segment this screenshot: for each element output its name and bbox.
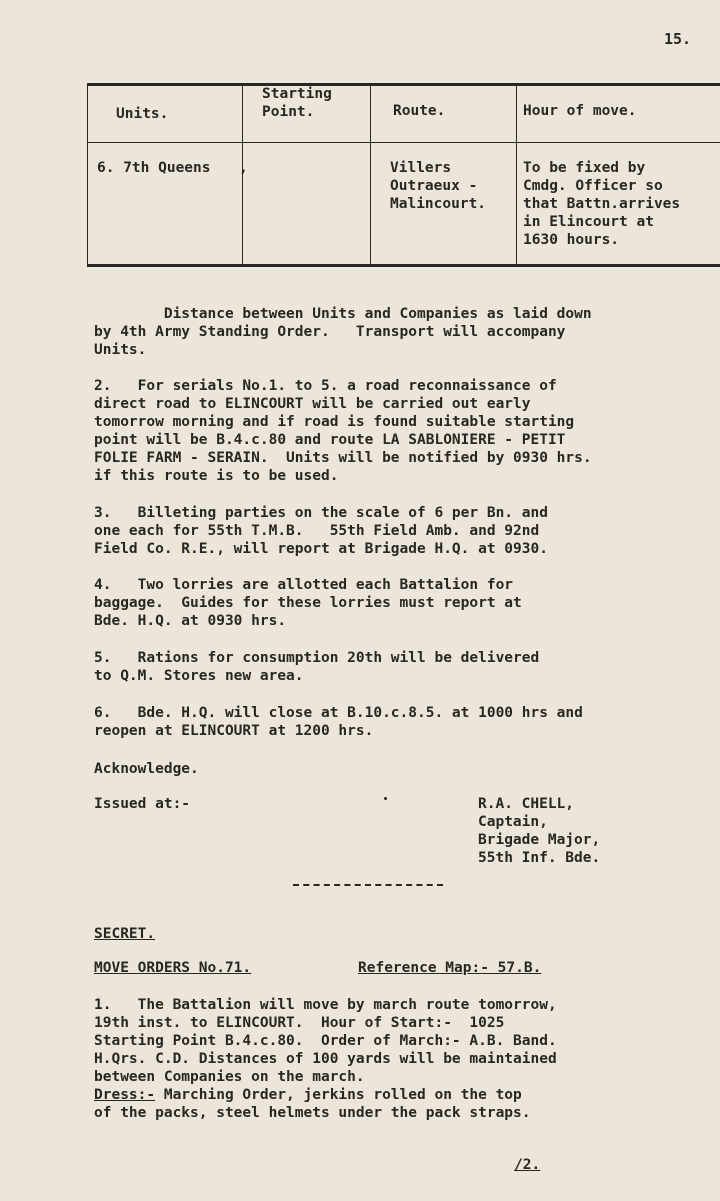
row-hour: To be fixed by Cmdg. Officer so that Battn.arrives in Elincourt at 1630 hours. bbox=[523, 160, 681, 248]
dress-label: Dress:- bbox=[94, 1087, 156, 1103]
row-starting-point: , bbox=[239, 160, 248, 176]
move-orders-heading: MOVE ORDERS No.71. bbox=[94, 960, 252, 976]
paragraph-6: 6. Bde. H.Q. will close at B.10.c.8.5. at 1000 hrs and reopen at ELINCOURT at 1200 hrs. bbox=[94, 705, 583, 739]
dress-text: Marching Order, jerkins rolled on the top of the packs, steel helmets under the pack straps. bbox=[94, 1087, 531, 1121]
issued-at-line: Issued at:- bbox=[94, 796, 191, 812]
secret-heading: SECRET. bbox=[94, 926, 156, 942]
acknowledge-line: Acknowledge. bbox=[94, 761, 199, 777]
march-table bbox=[87, 83, 720, 269]
table-col-rule bbox=[516, 83, 517, 267]
table-col-rule bbox=[370, 83, 371, 267]
ink-mark bbox=[384, 797, 387, 800]
table-col-rule bbox=[87, 83, 88, 267]
reference-map: Reference Map:- 57.B. bbox=[358, 960, 542, 976]
paragraph-distance: Distance between Units and Companies as laid down by 4th Army Standing Order. Transport will accompany Units. bbox=[94, 306, 592, 358]
paragraph-4: 4. Two lorries are allotted each Battalion for baggage. Guides for these lorries must report at Bde. H.Q. at 0930 hrs. bbox=[94, 577, 522, 629]
table-top-rule bbox=[87, 83, 720, 86]
paragraph-2: 2. For serials No.1. to 5. a road reconnaissance of direct road to ELINCOURT will be carried out early tomorrow morning and if road is found suitable starting point will be B.4.c.80 and route LA SABLONIERE - PETIT FOLIE FARM - SERAIN. Units will be notified by 0930 hrs. if this route is to be used. bbox=[94, 378, 592, 484]
paragraph-5: 5. Rations for consumption 20th will be delivered to Q.M. Stores new area. bbox=[94, 650, 540, 684]
continuation-mark: /2. bbox=[514, 1157, 541, 1173]
paragraph-3: 3. Billeting parties on the scale of 6 per Bn. and one each for 55th T.M.B. 55th Field Amb. and 92nd Field Co. R.E., will report at Brigade H.Q. at 0930. bbox=[94, 505, 548, 557]
header-starting-point: Starting Point. bbox=[262, 86, 332, 120]
section-divider bbox=[293, 884, 443, 886]
row-units: 6. 7th Queens bbox=[97, 160, 211, 176]
table-bottom-rule bbox=[87, 264, 720, 267]
header-units: Units. bbox=[116, 106, 169, 122]
table-header-rule bbox=[87, 142, 720, 143]
signature-block: R.A. CHELL, Captain, Brigade Major, 55th Inf. Bde. bbox=[478, 796, 601, 866]
header-route: Route. bbox=[393, 103, 446, 119]
header-hour: Hour of move. bbox=[523, 103, 637, 119]
move-order-paragraph-1: 1. The Battalion will move by march route tomorrow, 19th inst. to ELINCOURT. Hour of Start:- 1025 Starting Point B.4.c.80. Order of March:- A.B. Band. H.Qrs. C.D. Distances of 100 yards will be maintained between Companies on the march. bbox=[94, 997, 557, 1085]
dress-paragraph bbox=[94, 1086, 531, 1122]
row-route: Villers Outraeux - Malincourt. bbox=[390, 160, 487, 212]
page-number: 15. bbox=[664, 30, 692, 48]
